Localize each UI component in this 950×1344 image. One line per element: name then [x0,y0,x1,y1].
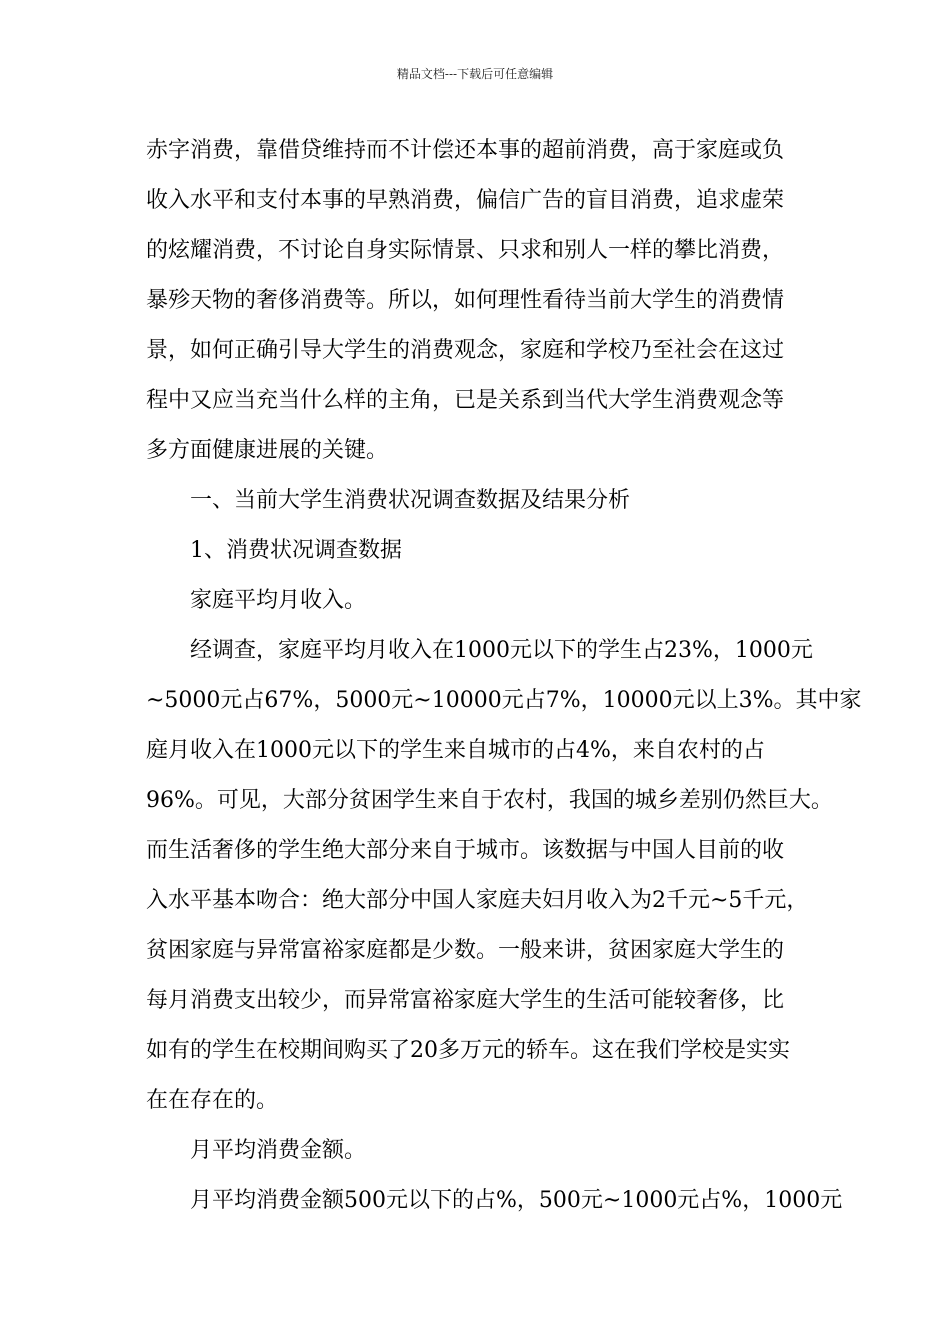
paragraph-line: 程中又应当充当什么样的主角，已是关系到当代大学生消费观念等 [146,388,785,413]
paragraph-line: 景，如何正确引导大学生的消费观念，家庭和学校乃至社会在这过 [146,338,785,363]
paragraph-line: 如有的学生在校期间购买了20多万元的轿车。这在我们学校是实实 [146,1038,790,1063]
paragraph-line: 庭月收入在1000元以下的学生来自城市的占4%，来自农村的占 [146,738,765,763]
paragraph-line: 的炫耀消费，不讨论自身实际情景、只求和别人一样的攀比消费， [146,238,785,263]
subsection-heading: 1、消费状况调查数据 [190,538,402,563]
paragraph-line: 多方面健康进展的关键。 [146,438,389,463]
paragraph-line: 而生活奢侈的学生绝大部分来自于城市。该数据与中国人目前的收 [146,838,785,863]
paragraph-line: 月平均消费金额500元以下的占%，500元~1000元占%，1000元 [190,1188,843,1213]
paragraph-line: 收入水平和支付本事的早熟消费，偏信广告的盲目消费，追求虚荣 [146,188,785,213]
paragraph-line: 每月消费支出较少，而异常富裕家庭大学生的生活可能较奢侈，比 [146,988,785,1013]
paragraph-line: 暴殄天物的奢侈消费等。所以，如何理性看待当前大学生的消费情 [146,288,785,313]
item-title: 月平均消费金额。 [190,1138,367,1163]
section-heading: 一、当前大学生消费状况调查数据及结果分析 [190,488,631,513]
paragraph-line: 经调查，家庭平均月收入在1000元以下的学生占23%，1000元 [190,638,813,663]
paragraph-line: 赤字消费，靠借贷维持而不计偿还本事的超前消费，高于家庭或负 [146,138,785,163]
paragraph-line: 贫困家庭与异常富裕家庭都是少数。一般来讲，贫困家庭大学生的 [146,938,785,963]
paragraph-line: 入水平基本吻合：绝大部分中国人家庭夫妇月收入为2千元~5千元， [146,888,809,913]
paragraph-line: ~5000元占67%，5000元~10000元占7%，10000元以上3%。其中家 [146,688,862,713]
paragraph-line: 在在存在的。 [146,1088,279,1113]
page-header: 精品文档---下载后可任意编辑 [396,67,554,81]
paragraph-line: 96%。可见，大部分贫困学生来自于农村，我国的城乡差别仍然巨大。 [146,788,833,813]
item-title: 家庭平均月收入。 [190,588,367,613]
document-body [146,126,862,1226]
